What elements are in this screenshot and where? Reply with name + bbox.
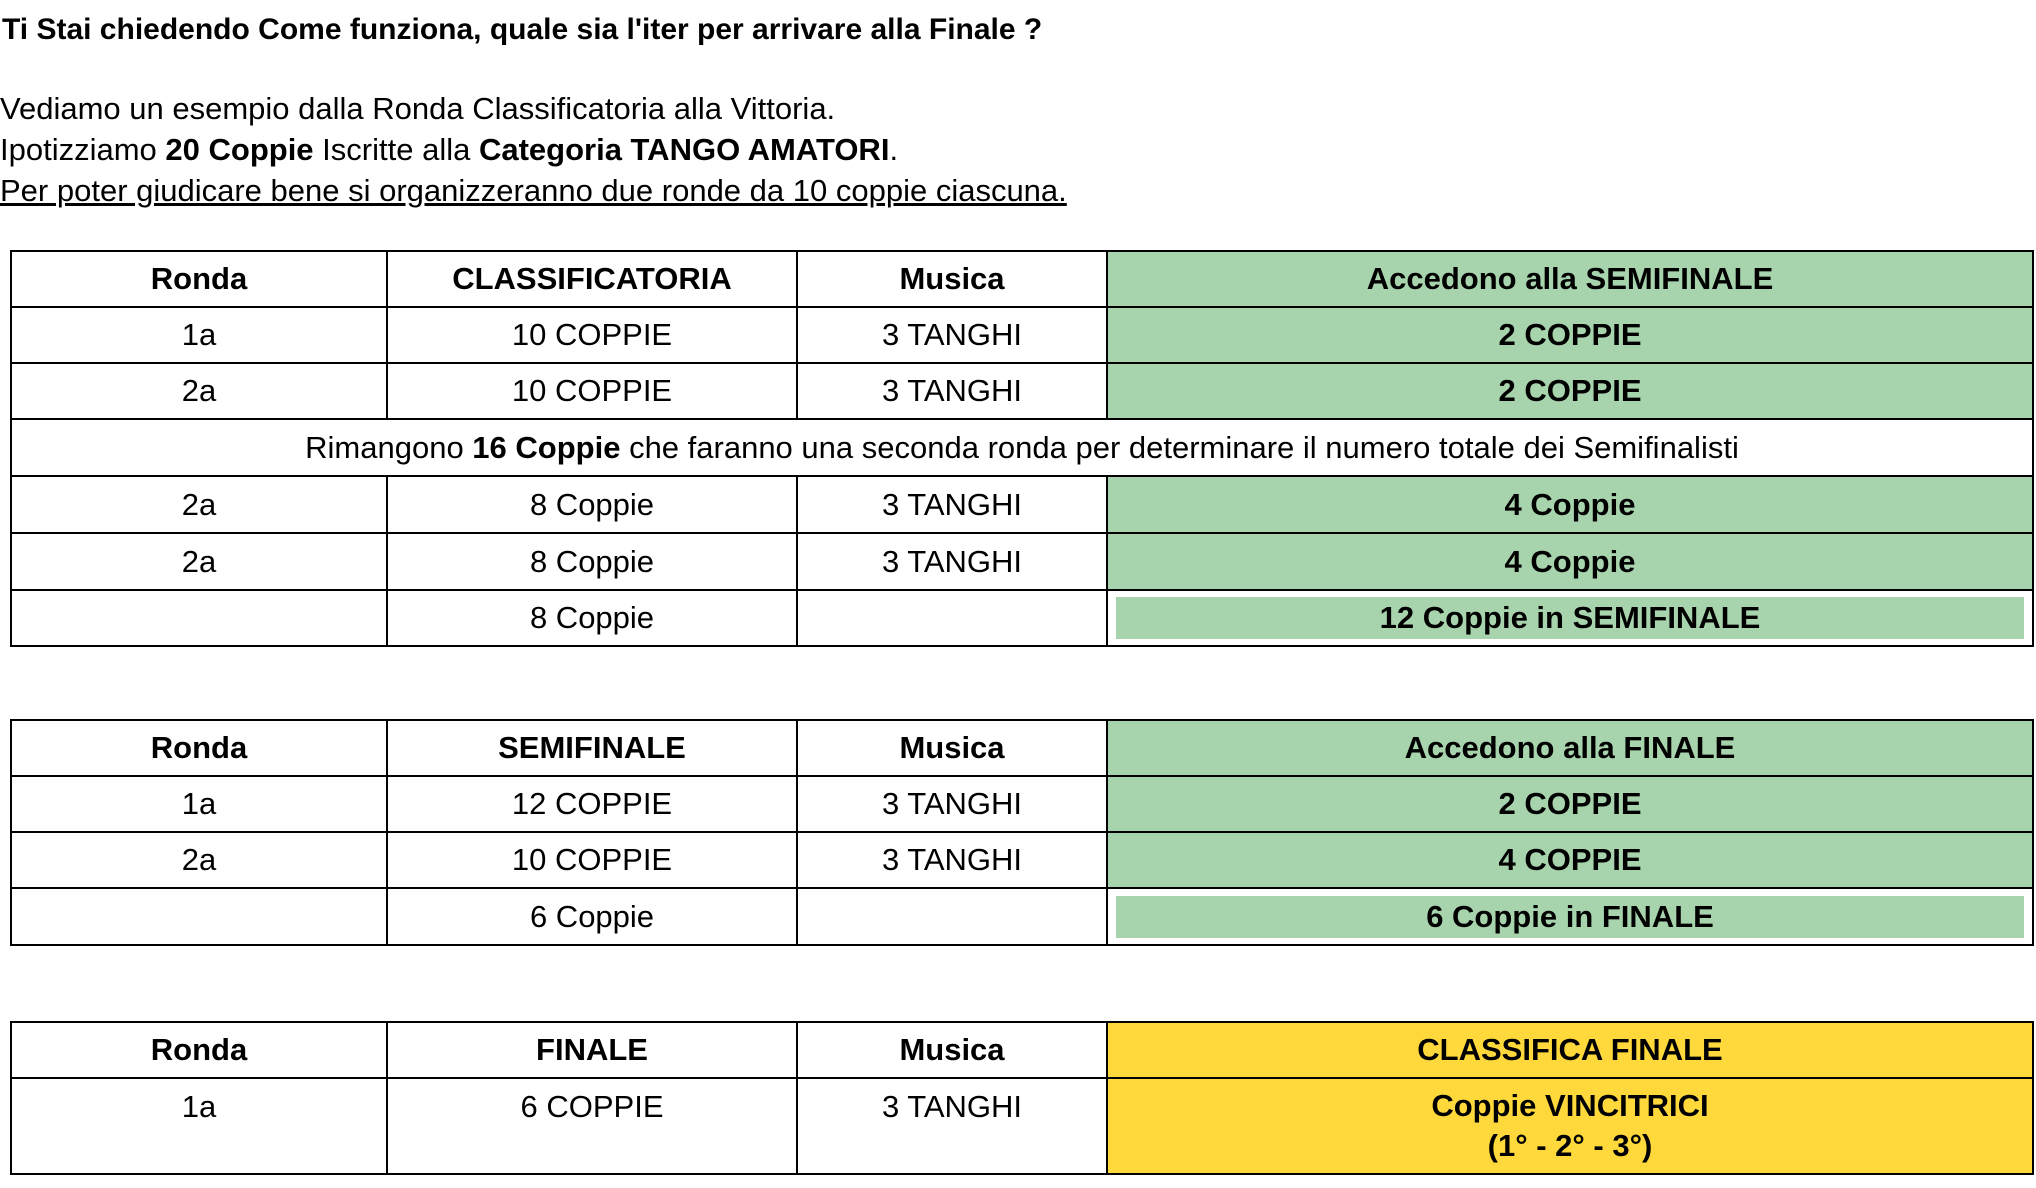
- intro-bold-category: Categoria TANGO AMATORI: [478, 132, 890, 167]
- intro-line-1: Vediamo un esempio dalla Ronda Classificatoria alla Vittoria.: [0, 91, 836, 126]
- cell-coppie: 8 Coppie: [387, 590, 797, 646]
- intro-text-part: .: [889, 132, 899, 167]
- total-semifinale-badge: 12 Coppie in SEMIFINALE: [1116, 597, 2024, 639]
- cell-ronda: 2a: [11, 476, 387, 533]
- table-row: [11, 476, 2033, 533]
- table-semifinale: [10, 719, 2034, 946]
- cell-accedono: 2 COPPIE: [1107, 776, 2033, 832]
- cell-ronda: 1a: [11, 307, 387, 363]
- cell-coppie: 8 Coppie: [387, 476, 797, 533]
- cell-accedono: 4 COPPIE: [1107, 832, 2033, 888]
- cell-coppie: 10 COPPIE: [387, 363, 797, 419]
- cell-ronda: 1a: [11, 1078, 387, 1174]
- table-header-row: [11, 1022, 2033, 1078]
- note-text: Rimangono: [305, 429, 473, 465]
- note-cell: [11, 419, 2033, 476]
- table-header-row: [11, 251, 2033, 307]
- header-classifica-finale: CLASSIFICA FINALE: [1107, 1022, 2033, 1078]
- cell-ronda: 1a: [11, 776, 387, 832]
- cell-vincitrici: [1107, 1078, 2033, 1174]
- cell-musica: 3 TANGHI: [797, 776, 1107, 832]
- header-musica: Musica: [797, 251, 1107, 307]
- table-row: [11, 533, 2033, 590]
- table-row: [11, 307, 2033, 363]
- cell-coppie: 6 COPPIE: [387, 1078, 797, 1174]
- cell-musica: 3 TANGHI: [797, 476, 1107, 533]
- table-row: [11, 1078, 2033, 1174]
- intro-text-part: Iscritte alla: [313, 132, 479, 167]
- header-accedono: Accedono alla FINALE: [1107, 720, 2033, 776]
- note-text: che faranno una seconda ronda per determinare il numero totale dei Semifinalisti: [620, 429, 1739, 465]
- total-finale-badge: 6 Coppie in FINALE: [1116, 896, 2024, 938]
- cell-musica: [797, 590, 1107, 646]
- table-classificatoria: [10, 250, 2034, 647]
- table-row: [11, 776, 2033, 832]
- winners-places: (1° - 2° - 3°): [1487, 1128, 1653, 1163]
- cell-musica: 3 TANGHI: [797, 533, 1107, 590]
- header-accedono: Accedono alla SEMIFINALE: [1107, 251, 2033, 307]
- header-musica: Musica: [797, 720, 1107, 776]
- cell-musica: 3 TANGHI: [797, 363, 1107, 419]
- header-ronda: Ronda: [11, 720, 387, 776]
- cell-musica: 3 TANGHI: [797, 1078, 1107, 1174]
- cell-musica: 3 TANGHI: [797, 307, 1107, 363]
- table-row: [11, 363, 2033, 419]
- cell-accedono: 2 COPPIE: [1107, 363, 2033, 419]
- table-total-row: [11, 888, 2033, 945]
- cell-accedono: 4 Coppie: [1107, 476, 2033, 533]
- cell-ronda: 2a: [11, 832, 387, 888]
- cell-coppie: 12 COPPIE: [387, 776, 797, 832]
- header-musica: Musica: [797, 1022, 1107, 1078]
- header-phase: CLASSIFICATORIA: [387, 251, 797, 307]
- intro-text-part: Ipotizziamo: [0, 132, 166, 167]
- cell-ronda: 2a: [11, 363, 387, 419]
- cell-coppie: 6 Coppie: [387, 888, 797, 945]
- cell-musica: 3 TANGHI: [797, 832, 1107, 888]
- cell-coppie: 10 COPPIE: [387, 307, 797, 363]
- cell-accedono: 2 COPPIE: [1107, 307, 2033, 363]
- table-total-row: [11, 590, 2033, 646]
- page-title: Ti Stai chiedendo Come funziona, quale sia l'iter per arrivare alla Finale ?: [2, 13, 1043, 46]
- header-phase: SEMIFINALE: [387, 720, 797, 776]
- note-bold: 16 Coppie: [472, 429, 621, 465]
- cell-ronda: [11, 590, 387, 646]
- header-ronda: Ronda: [11, 1022, 387, 1078]
- table-header-row: [11, 720, 2033, 776]
- intro-text: [0, 88, 1067, 211]
- intro-line-2: [0, 129, 1067, 170]
- intro-line-3: Per poter giudicare bene si organizzeranno due ronde da 10 coppie ciascuna.: [0, 173, 1067, 208]
- cell-musica: [797, 888, 1107, 945]
- header-phase: FINALE: [387, 1022, 797, 1078]
- table-row: [11, 832, 2033, 888]
- cell-total-semifinale: [1107, 590, 2033, 646]
- table-finale: [10, 1021, 2034, 1175]
- cell-ronda: 2a: [11, 533, 387, 590]
- intro-bold-couples: 20 Coppie: [165, 132, 314, 167]
- cell-accedono: 4 Coppie: [1107, 533, 2033, 590]
- header-ronda: Ronda: [11, 251, 387, 307]
- winners-label: Coppie VINCITRICI: [1431, 1088, 1709, 1123]
- cell-total-finale: [1107, 888, 2033, 945]
- cell-coppie: 10 COPPIE: [387, 832, 797, 888]
- cell-coppie: 8 Coppie: [387, 533, 797, 590]
- table-note-row: [11, 419, 2033, 476]
- cell-ronda: [11, 888, 387, 945]
